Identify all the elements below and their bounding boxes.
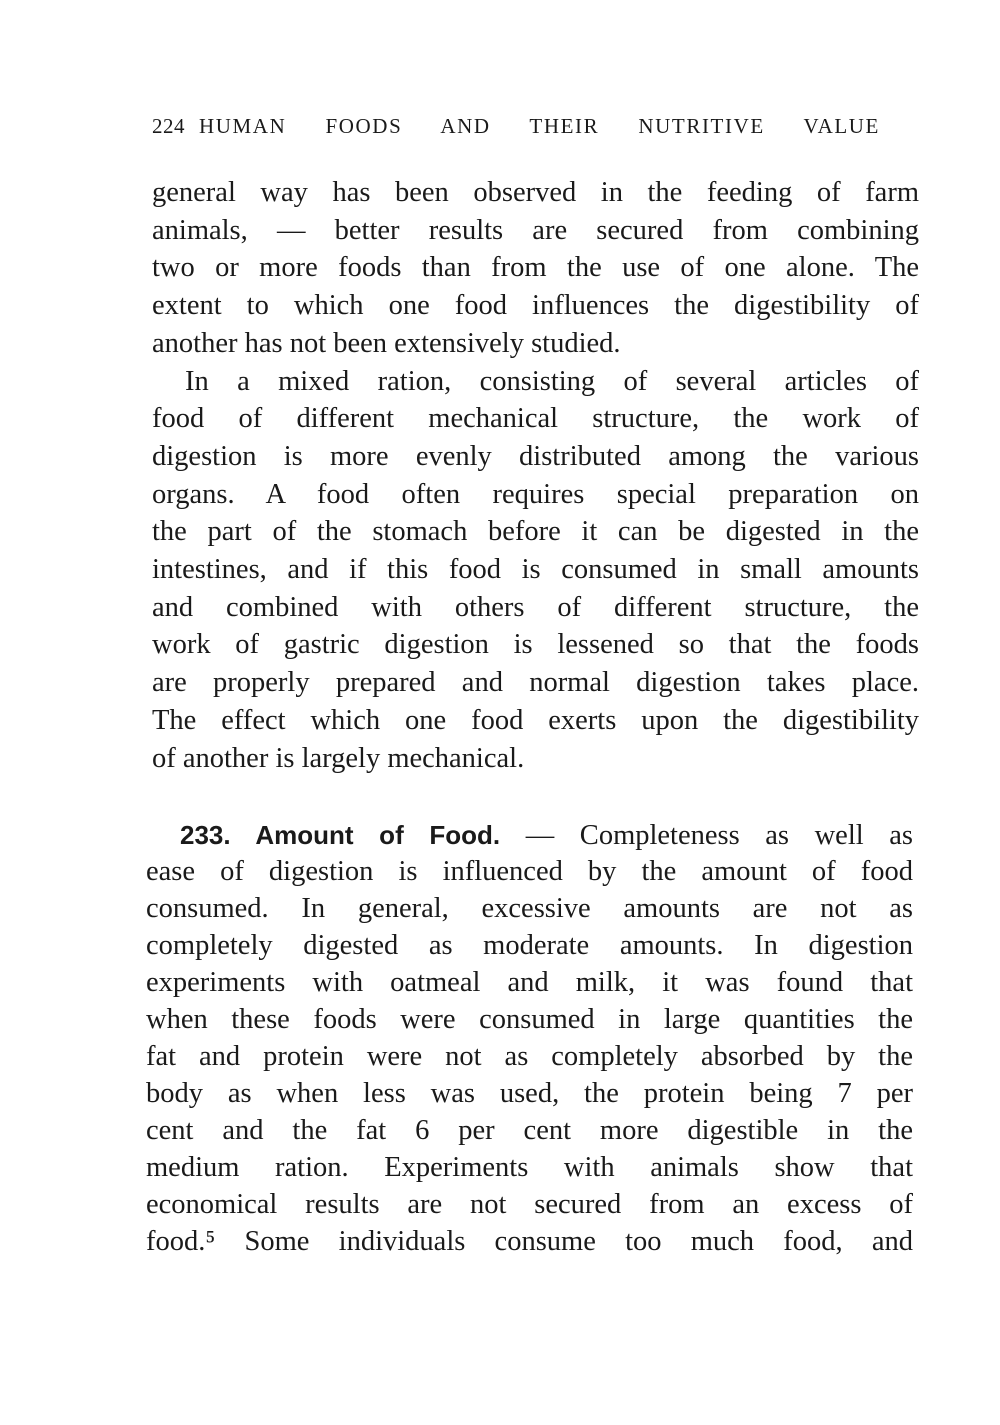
text-line: body as when less was used, the protein being 7 per bbox=[146, 1078, 913, 1109]
text-line: food of different mechanical structure, the work of bbox=[152, 403, 919, 435]
text-line: organs. A food often requires special preparation on bbox=[152, 478, 919, 510]
running-title: HUMAN FOODS AND THEIR NUTRITIVE VALUE bbox=[199, 114, 880, 138]
text-line: The effect which one food exerts upon the digestibility bbox=[152, 704, 919, 736]
text-line: another has not been extensively studied. bbox=[152, 327, 621, 359]
section-heading: 233. Amount of Food. bbox=[180, 820, 501, 850]
text-line: animals, — better results are secured from combining bbox=[152, 214, 919, 246]
text-line: extent to which one food influences the digestibility of bbox=[152, 290, 919, 322]
text-line: are properly prepared and normal digestion takes place. bbox=[152, 667, 919, 699]
text-line: completely digested as moderate amounts. In digestion bbox=[146, 930, 913, 961]
running-header bbox=[152, 114, 880, 139]
text-line: digestion is more evenly distributed among the various bbox=[152, 440, 919, 472]
text-line: general way has been observed in the feeding of farm bbox=[152, 177, 919, 208]
text-line: work of gastric digestion is lessened so that the foods bbox=[152, 629, 919, 661]
text-line: food.⁵ Some individuals consume too much food, and bbox=[146, 1226, 913, 1257]
text-line: when these foods were consumed in large quantities the bbox=[146, 1004, 913, 1035]
text-line: experiments with oatmeal and milk, it was found that bbox=[146, 967, 913, 998]
text-line: cent and the fat 6 per cent more digestible in the bbox=[146, 1115, 913, 1146]
text-line: intestines, and if this food is consumed in small amounts bbox=[152, 554, 919, 585]
text-line: fat and protein were not as completely absorbed by the bbox=[146, 1041, 913, 1072]
text-line: of another is largely mechanical. bbox=[152, 742, 525, 774]
text-line: consumed. In general, excessive amounts are not as bbox=[146, 893, 913, 924]
text-line: the part of the stomach before it can be digested in the bbox=[152, 516, 919, 548]
section-text: — Completeness as well as bbox=[500, 820, 913, 851]
text-line: medium ration. Experiments with animals show that bbox=[146, 1152, 913, 1183]
text-line: In a mixed ration, consisting of several articles of bbox=[185, 365, 919, 397]
text-line: economical results are not secured from an excess of bbox=[146, 1189, 913, 1220]
text-line: ease of digestion is influenced by the amount of food bbox=[146, 856, 913, 887]
page-number: 224 bbox=[152, 114, 185, 138]
text-line: and combined with others of different structure, the bbox=[152, 591, 919, 623]
text-line: two or more foods than from the use of one alone. The bbox=[152, 252, 919, 284]
section-first-line bbox=[180, 818, 913, 853]
